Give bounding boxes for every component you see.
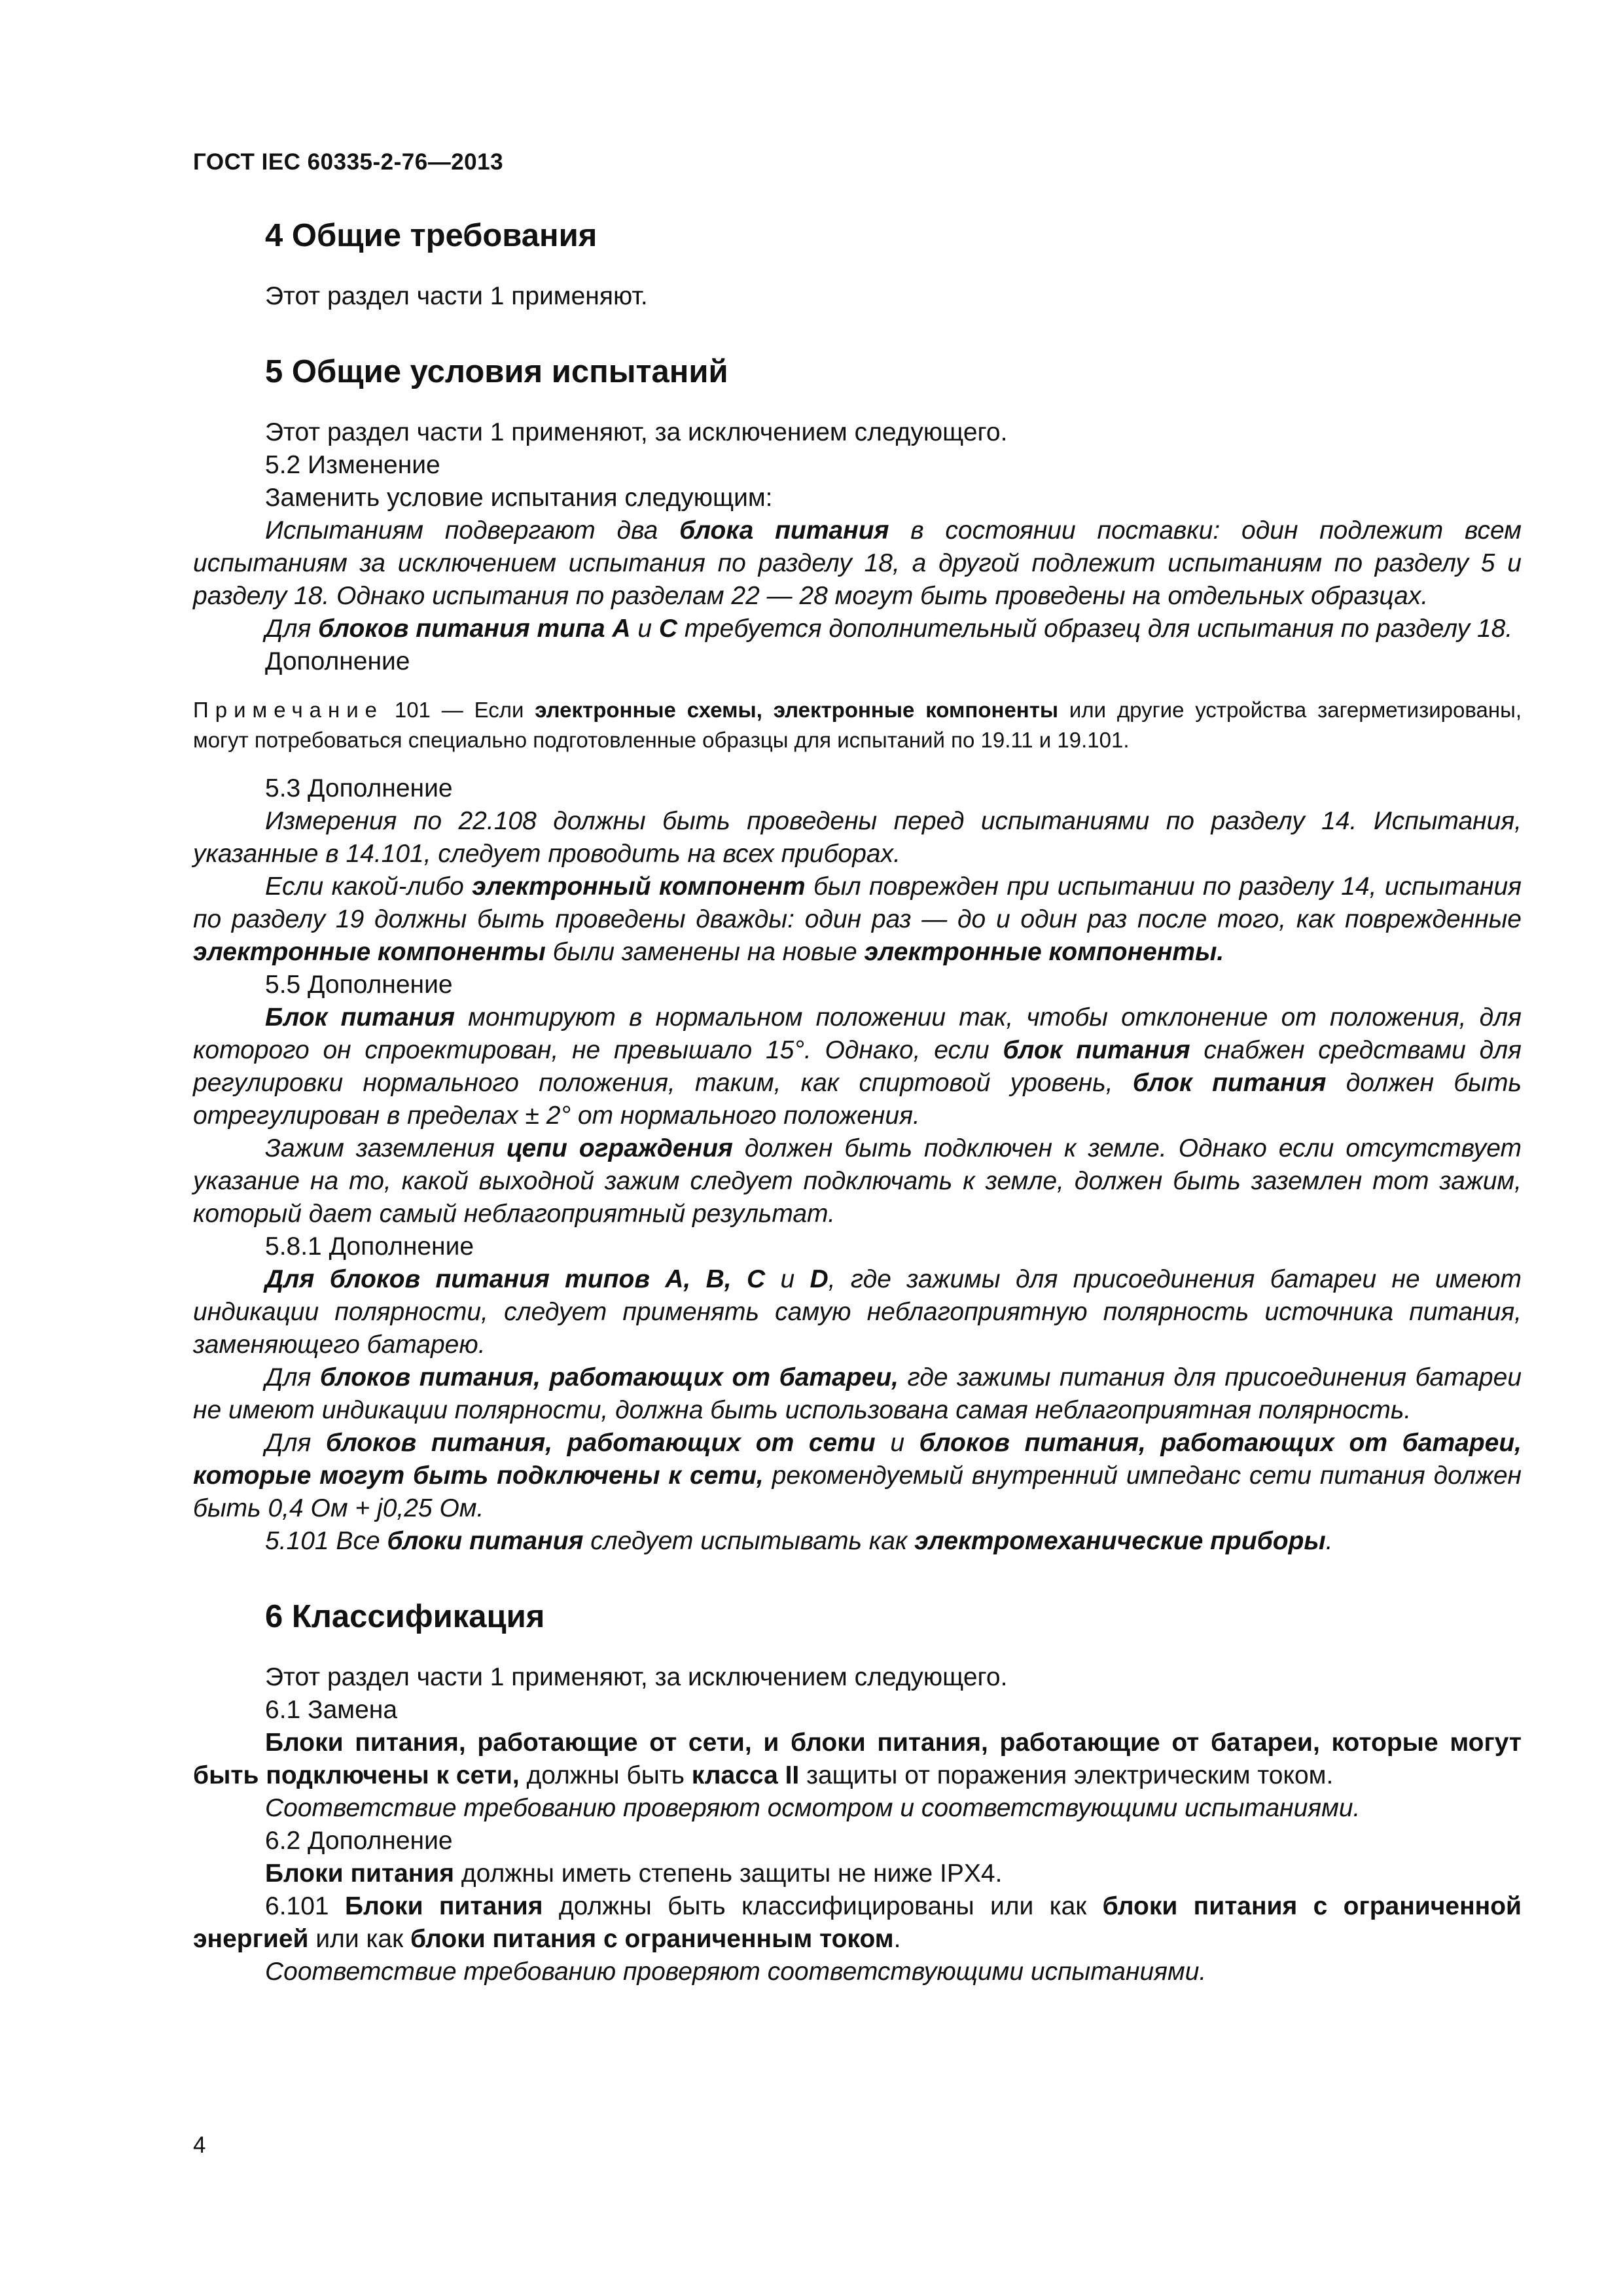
clause-6-2-paragraph-1: Блоки питания должны иметь степень защиты не ниже IPX4. (265, 1859, 1003, 1888)
clause-5-3-heading: 5.3 Дополнение (265, 774, 453, 802)
clause-6-1-paragraph-1: Блоки питания, работающие от сети, и блоки питания, работающие от батареи, которые могут быть подключены к сети, должны быть класса II защиты от поражения электрическим током. (193, 1729, 1522, 1789)
section-5-title: 5 Общие условия испытаний (265, 354, 728, 389)
clause-5-8-1-paragraph-1: Для блоков питания типов А, В, С и D, где зажимы для присоединения батареи не имеют индикации полярности, следует применять самую неблагоприятную полярность источника питания, заменяющего батарею. (193, 1265, 1522, 1359)
clause-5-2-paragraph-2: Для блоков питания типа А и С требуется дополнительный образец для испытания по разделу 18. (265, 615, 1513, 643)
clause-5-3-paragraph-2: Если какой-либо электронный компонент был поврежден при испытании по разделу 14, испытания по разделу 19 должны быть проведены дважды: один раз — до и один раз после того, как поврежденные электронные компоненты были заменены на новые электронные компоненты. (193, 872, 1522, 966)
clause-5-8-1-heading: 5.8.1 Дополнение (265, 1232, 474, 1261)
clause-5-5-paragraph-2: Зажим заземления цепи ограждения должен быть подключен к земле. Однако если отсутствует указание на то, какой выходной зажим следует подключать к земле, должен быть заземлен тот зажим, который дает самый неблагоприятный результат. (193, 1134, 1522, 1228)
clause-5-5-heading: 5.5 Дополнение (265, 971, 453, 999)
clause-5-8-1-paragraph-3: Для блоков питания, работающих от сети и блоков питания, работающих от батареи, которые могут быть подключены к сети, рекомендуемый внутренний импеданс сети питания должен быть 0,4 Ом + j0,25 Ом. (193, 1429, 1522, 1522)
clause-5-8-1-paragraph-2: Для блоков питания, работающих от батареи, где зажимы питания для присоединения батареи не имеют индикации полярности, должна быть использована самая неблагоприятная полярность. (193, 1363, 1522, 1424)
clause-5-101: 5.101 Все блоки питания следует испытывать как электромеханические приборы. (265, 1527, 1333, 1555)
clause-5-5-paragraph-1: Блок питания монтируют в нормальном положении так, чтобы отклонение от положения, для которого он спроектирован, не превышало 15°. Однако, если блок питания снабжен средствами для регулировки нормального положения, таким, как спиртовой уровень, блок питания должен быть отрегулирован в пределах ± 2° от нормального положения. (193, 1003, 1522, 1130)
clause-5-2-addition: Дополнение (265, 647, 410, 675)
note-101: Примечание 101 — Если электронные схемы, электронные компоненты или другие устройства загерметизированы, могут потребоваться специально подготовленные образцы для испытаний по 19.11 и 19.101. (193, 698, 1522, 752)
section-6-title: 6 Классификация (265, 1599, 545, 1634)
section-6-intro: Этот раздел части 1 применяют, за исключением следующего. (265, 1663, 1008, 1691)
clause-5-2-lead: Заменить условие испытания следующим: (265, 484, 773, 512)
section-spacer (193, 313, 1522, 352)
section-spacer (193, 1558, 1522, 1597)
clause-5-2-heading: 5.2 Изменение (265, 451, 440, 479)
clause-5-2-paragraph-1: Испытаниям подвергают два блока питания в состоянии поставки: один подлежит всем испытаниям за исключением испытания по разделу 18, а другой подлежит испытаниям по разделу 5 и разделу 18. Однако испытания по разделам 22 — 28 могут быть проведены на отдельных образцах. (193, 516, 1522, 610)
clause-6-1-heading: 6.1 Замена (265, 1696, 398, 1724)
section-4-title: 4 Общие требования (265, 218, 597, 253)
clause-5-3-paragraph-1: Измерения по 22.108 должны быть проведены перед испытаниями по разделу 14. Испытания, указанные в 14.101, следует проводить на всех приборах. (193, 807, 1522, 868)
note-label: Примечание (193, 698, 384, 722)
clause-6-101: 6.101 Блоки питания должны быть классифицированы или как блоки питания с ограниченной энергией или как блоки питания с ограниченным током. (193, 1892, 1522, 1953)
clause-6-1-paragraph-2: Соответствие требованию проверяют осмотром и соответствующими испытаниями. (265, 1794, 1361, 1822)
clause-6-101-paragraph-2: Соответствие требованию проверяют соответствующими испытаниями. (265, 1958, 1207, 1986)
page-number: 4 (193, 2132, 206, 2158)
clause-6-2-heading: 6.2 Дополнение (265, 1827, 453, 1855)
standard-header: ГОСТ IEC 60335-2-76—2013 (193, 149, 504, 175)
section-4-paragraph: Этот раздел части 1 применяют. (265, 282, 648, 310)
document-body (193, 216, 1522, 1988)
section-5-intro: Этот раздел части 1 применяют, за исключением следующего. (265, 418, 1008, 446)
